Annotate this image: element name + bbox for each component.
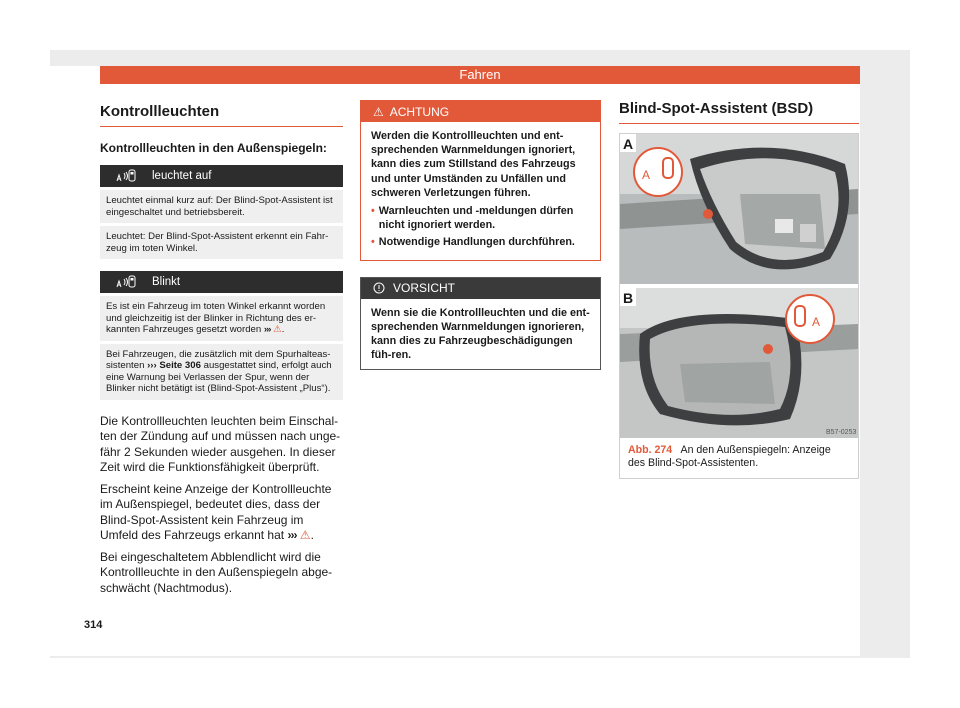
caution-header: VORSICHT bbox=[361, 278, 600, 299]
figure-code: B57-0253 bbox=[826, 429, 857, 436]
warning-triangle-icon: ⚠ bbox=[299, 528, 311, 542]
middle-column bbox=[360, 100, 601, 370]
caption-text: An den Außenspiegeln: Anzeige des Blind-Spot-Assistenten. bbox=[628, 444, 831, 469]
caution-body: Wenn sie die Kontrollleuchten und die ent-sprechenden Warnmeldungen ignorieren, kann dies zu Fahrzeugbeschädigungen füh-ren. bbox=[371, 306, 590, 362]
table-header-label: Blinkt bbox=[152, 276, 181, 288]
section-header: Fahren bbox=[100, 66, 860, 84]
figure bbox=[619, 133, 859, 479]
section-title: Blind-Spot-Assistent (BSD) bbox=[619, 100, 814, 117]
blind-spot-warning-icon bbox=[100, 275, 152, 289]
subheading: Kontrollleuchten in den Außenspiegeln: bbox=[100, 141, 327, 155]
section-title: Kontrollleuchten bbox=[100, 103, 220, 120]
page-number: 314 bbox=[84, 619, 103, 631]
table-header-label: leuchtet auf bbox=[152, 170, 212, 182]
paragraph: Erscheint keine Anzeige der Kontrollleuchte im Außenspiegel, bedeutet dies, dass der Blind-Spot-Assistent kein Fahrzeug im Umfeld des Fahrzeugs erkannt hat ››› ⚠. bbox=[100, 481, 332, 542]
page-reference-link[interactable]: ››› Seite 306 bbox=[147, 360, 201, 371]
table-row: Es ist ein Fahrzeug im toten Winkel erkannt worden und gleichzeitig ist der Blinker in Richtung des er-kannten Fahrzeuges gesetzt worden ››› ⚠. bbox=[100, 296, 343, 341]
right-column bbox=[619, 100, 859, 479]
warning-body bbox=[361, 122, 600, 260]
blind-spot-warning-icon bbox=[100, 169, 152, 183]
left-column bbox=[100, 103, 343, 602]
paragraph: Bei eingeschaltetem Abblendlicht wird die Kontrollleuchte in den Außenspiegeln abge-schwächt (Nachtmodus). bbox=[100, 549, 333, 595]
paragraph: Die Kontrollleuchten leuchten beim Einschal-ten der Zündung auf und müssen nach unge-fähr 2 Sekunden wieder ausgehen. In dieser Zeit wird die Funktionsfähigkeit überprüft. bbox=[100, 413, 341, 474]
warning-triangle-icon: ⚠ bbox=[373, 104, 384, 119]
caution-box bbox=[360, 277, 601, 371]
warning-box bbox=[360, 100, 601, 261]
panel-label-a: A bbox=[623, 136, 634, 152]
reference-link[interactable]: ››› bbox=[287, 528, 297, 542]
warning-triangle-icon: ⚠ bbox=[273, 324, 282, 335]
figure-number: Abb. 274 bbox=[628, 444, 673, 456]
list-item: • Notwendige Handlungen durchführen. bbox=[371, 236, 575, 249]
table-row: Leuchtet einmal kurz auf: Der Blind-Spot-Assistent ist eingeschaltet und betriebsbereit. bbox=[100, 190, 343, 223]
list-item: • Warnleuchten und -meldungen dürfen nicht ignoriert werden. bbox=[371, 205, 574, 232]
table-header-leuchtet bbox=[100, 165, 343, 187]
warning-text: Werden die Kontrollleuchten und ent-sprechenden Warnmeldungen ignoriert, kann dies zum Stillstand des Fahrzeugs und unter Umständen zu Unfällen und schweren Verletzungen führen. bbox=[371, 130, 576, 199]
svg-text:A: A bbox=[642, 168, 651, 182]
title-rule bbox=[100, 126, 343, 127]
warning-header: ⚠ ACHTUNG bbox=[361, 101, 600, 122]
mirror-illustration bbox=[620, 134, 858, 438]
table-row: Bei Fahrzeugen, die zusätzlich mit dem Spurhalteas-sistenten ››› Seite 306 ausgestattet sind, erfolgt auch eine Warnung bei Verlassen der Spur, wenn der Blinker nicht betätigt ist (Blind-Spot-Assistent „Plus“). bbox=[100, 344, 343, 400]
reference-link[interactable]: ››› bbox=[263, 324, 271, 335]
figure-caption bbox=[620, 438, 858, 478]
table-row: Leuchtet: Der Blind-Spot-Assistent erkennt ein Fahr-zeug im toten Winkel. bbox=[100, 226, 343, 259]
table-header-blinkt bbox=[100, 271, 343, 293]
panel-label-b: B bbox=[623, 290, 634, 306]
info-circle-icon bbox=[373, 282, 385, 294]
svg-text:A: A bbox=[812, 315, 821, 329]
